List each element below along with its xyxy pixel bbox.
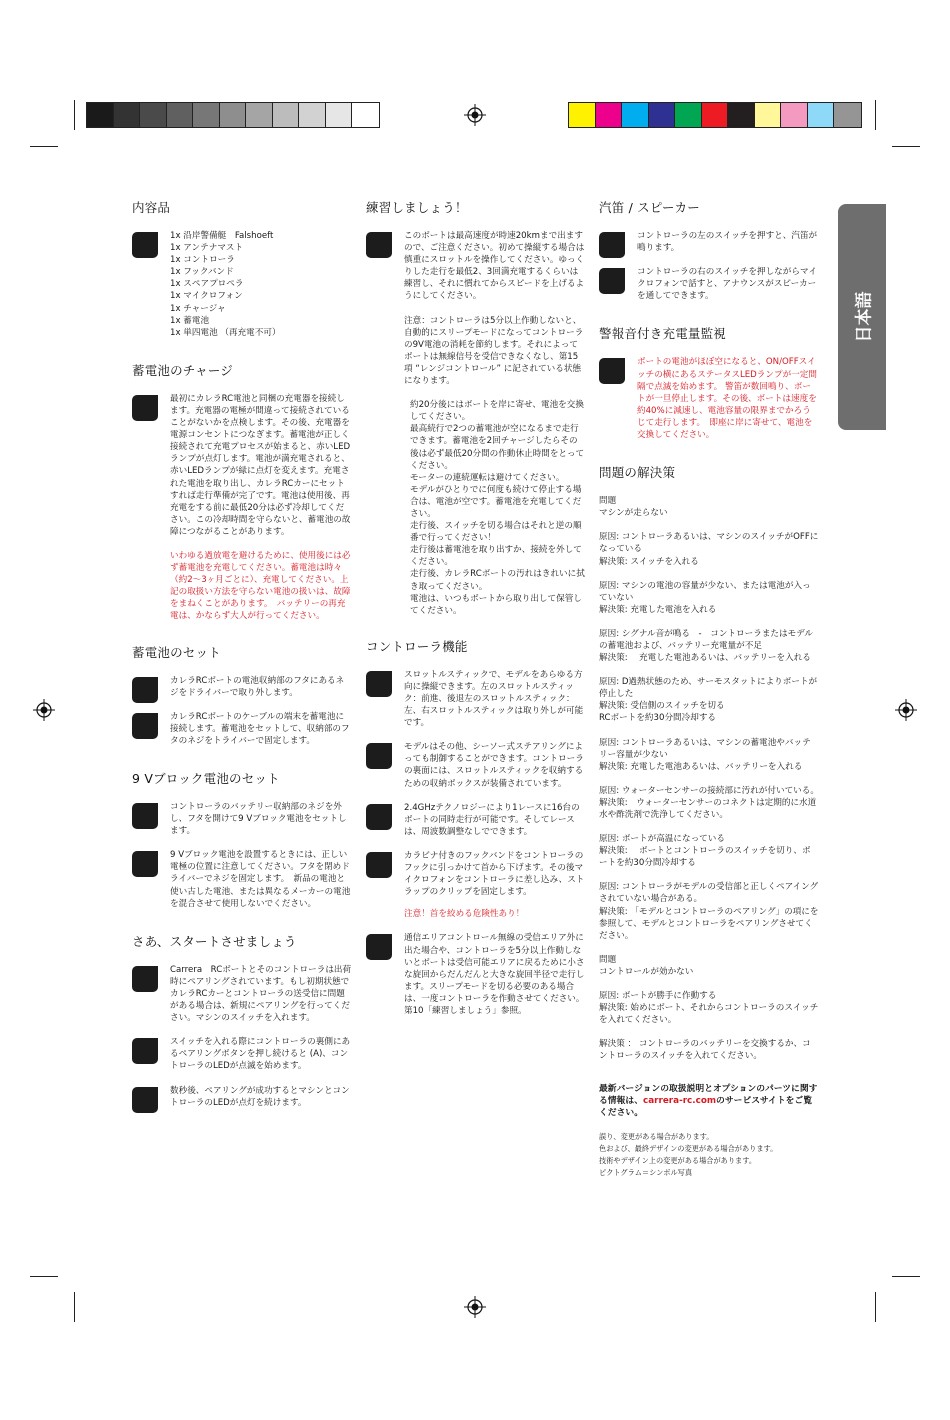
- website-link[interactable]: carrera-rc.com: [643, 1095, 717, 1106]
- registration-mark-icon: [33, 699, 55, 721]
- disclaimer-line: 誤り、変更がある場合があります。: [599, 1131, 714, 1141]
- trouble-line: 解決策: スイッチを入れる: [599, 556, 699, 567]
- crop-mark: [30, 146, 58, 147]
- trouble-line: 原因: ボートが勝手に作動する: [599, 991, 717, 1002]
- controller-step: [366, 741, 586, 789]
- practice-heading: 練習しましょう！: [366, 200, 468, 215]
- step-text: カレラRCボートの電池収納部のフタにあるネジをドライバーで取り外します。: [170, 675, 345, 698]
- step-text: モデルはその他、シーソー式ステアリングによっても制御することができます。コントローラの裏面には、スロットルスティックを収納するための収納ボックスが装備されています。: [404, 742, 584, 789]
- trouble-block: [599, 785, 819, 821]
- step-marker-icon: [132, 1038, 158, 1064]
- step-marker-icon: [366, 671, 392, 697]
- color-swatch: [87, 103, 114, 127]
- trouble-line: 原因: コントローラがモデルの受信部と正しくペアイングされていない場合がある。: [599, 882, 819, 905]
- contents-line: 1x スペアプロペラ: [170, 279, 244, 290]
- trouble-block: [599, 580, 819, 616]
- grayscale-color-bar: [86, 102, 380, 128]
- step-marker-icon: [599, 268, 625, 294]
- practice-intro: [366, 230, 586, 617]
- crop-mark: [74, 1292, 75, 1322]
- step-marker-icon: [599, 232, 625, 258]
- crop-mark: [892, 146, 920, 147]
- trouble-line: 解決策: 充電した電池を入れる: [599, 604, 717, 615]
- step-text: 通信エリアコントロール無線の受信エリア外に出た場合や、コントローラを5分以上作動しないとボートは受信可能エリアに戻るために小さな旋回からだんだんと大きな旋回半径で走行します。スリープモードを切る必要のある場合は、一度コントローラを作動させてください。 第10「練習しましょう」参照。: [404, 933, 585, 1016]
- disclaimer-line: 技術やデザイン上の変更がある場合があります。: [599, 1155, 757, 1165]
- registration-mark-icon: [464, 1296, 486, 1318]
- trouble-block: [599, 676, 819, 724]
- charge-text: 最初にカレラRC電池と同梱の充電器を接続します。充電器の電極が間違って接続されていることがないかを点検します。その後、充電器を電源コンセントにつなぎます。蓄電池が正しく接続されて充電プロセスが始まると、赤いLEDランプが点灯します。電池が満充電されると、赤いLEDランプが緑に点灯を変えます。充電された電池を取り出し、カレラRCカーにセットすれば走行準備が完了です。電池は使用後、再充電をする前に最低20分は必ず冷却してください。この冷却時間を守らないと、蓄電池の故障につながることがあります。: [170, 393, 351, 537]
- practice-tip: 電池は、いつもボートから取り出して保管してください。: [410, 593, 582, 616]
- step-text: スイッチを入れる際にコントローラの裏側にあるペアリングボタンを押し続けると (A)、コントローラのLEDが点滅を始めます。: [170, 1037, 351, 1072]
- disclaimer-line: ピクトグラム＝シンボル写真: [599, 1167, 693, 1177]
- horn-step: [599, 230, 819, 254]
- trouble-block: [599, 990, 819, 1026]
- color-swatch: [167, 103, 194, 127]
- start-step: [132, 964, 352, 1024]
- step-marker-icon: [132, 232, 158, 258]
- step-marker-icon: [132, 677, 158, 703]
- trouble-block: [599, 881, 819, 941]
- charge-heading: 蓄電池のチャージ: [132, 362, 233, 378]
- contents-line: 1x コントローラ: [170, 255, 235, 266]
- color-swatch: [649, 103, 676, 127]
- trouble-heading: 問題の解決策: [599, 465, 676, 481]
- column-3: [599, 198, 819, 1179]
- horn-step: [599, 266, 819, 302]
- trouble-line: 原因: コントローラあるいは、マシンのスイッチがOFFになっている: [599, 532, 819, 555]
- trouble-line: 解決策: ウォーターセンサーのコネクトは定期的に水道水や酢洗剤で洗浄してください。: [599, 797, 817, 820]
- step-marker-icon: [132, 803, 158, 829]
- color-swatch: [781, 103, 808, 127]
- registration-mark-icon: [464, 104, 486, 126]
- step-text: カレラRCボートのケーブルの端末を蓄電池に接続します。蓄電池をセットして、収納部のフタのネジをトライバーで固定します。: [170, 711, 350, 746]
- practice-tip: 走行後は蓄電池を取り出すか、接続を外してください。: [410, 545, 582, 568]
- color-swatch: [702, 103, 729, 127]
- alarm-text: ボートの電池がほぼ空になると、ON/OFFスイッチの横にあるステータスLEDランプが一定間隔で点滅を始めます。 警笛が数回鳴り、ボートが一旦停止します。その後、ボートは速度を約40%に減速し、電池容量の限界までかろうじて走行します。 即座に岸に寄せて、電池を交換してください。: [637, 357, 817, 441]
- contents-line: 1x フックバンド: [170, 267, 234, 278]
- contents-line: 1x アンテナマスト: [170, 243, 244, 254]
- registration-mark-icon: [895, 699, 917, 721]
- step-text: 数秒後、ペアリングが成功するとマシンとコントローラのLEDが点灯を続けます。: [170, 1085, 350, 1108]
- step-marker-icon: [132, 966, 158, 992]
- color-swatch: [569, 103, 596, 127]
- trouble-line: 解決策: 始めにボート、それからコントローラのスイッチを入れてください。: [599, 1003, 819, 1026]
- sleep-mode-note: 注意：コントローラは5分以上作動しないと、自動的にスリープモードになってコントローラの9V電池の消耗を節約します。それによってボートは無線信号を受信できなくなし、第15項 “レンジコントロール” に記されている状態になります。: [404, 315, 584, 387]
- nine-volt-step: [132, 849, 352, 909]
- color-swatch: [808, 103, 835, 127]
- trouble-line: 解決策: 「モデルとコントローラのペアリング」の項にを参照して、モデルとコントローラをペアリングさせてください。: [599, 906, 819, 941]
- controller-step: [366, 850, 586, 920]
- step-marker-icon: [366, 743, 392, 769]
- crop-mark: [30, 1276, 58, 1277]
- practice-tip: 走行後、スイッチを切る場合はそれと逆の順番で行ってください！: [410, 521, 582, 544]
- step-text: 2.4GHzテクノロジーにより1レースに16台のボートの同時走行が可能です。そしてレースは、周波数調整なしでできます。: [404, 802, 580, 837]
- step-text: コントローラの右のスイッチを押しながらマイクロフォンで話すと、アナウンスがスピーカーを通してできます。: [637, 267, 817, 302]
- alarm-info: [599, 356, 819, 441]
- disclaimer-line: 色および、最終デザインの変更がある場合があります。: [599, 1143, 778, 1153]
- step-marker-icon: [132, 713, 158, 739]
- practice-tips: [404, 399, 586, 617]
- color-swatch: [326, 103, 353, 127]
- info-text-after: のサービスサイトをご覧ください。: [599, 1095, 813, 1118]
- color-swatch: [193, 103, 220, 127]
- info-text: [599, 1083, 819, 1119]
- crop-mark: [875, 1292, 876, 1322]
- practice-tip: 最高続行で2つの蓄電池が空になるまで走行できます。蓄電池を2回チャージしたらその後は必ず最低20分間の作動休止時間をとってください。: [410, 424, 585, 471]
- trouble-line: 原因: マシンの電池の容量が少ない、または電池が入っていない: [599, 580, 811, 603]
- contents-line: 1x マイクロフォン: [170, 291, 243, 302]
- start-heading: さあ、スタートさせましょう: [132, 933, 297, 949]
- trouble-line: 問題: [599, 496, 617, 507]
- crop-mark: [74, 100, 75, 130]
- disclaimer: [599, 1131, 819, 1179]
- trouble-block: [599, 531, 819, 567]
- color-swatch: [114, 103, 141, 127]
- step-marker-icon: [366, 934, 392, 960]
- step-text: コントローラの左のスイッチを押すと、汽笛が鳴ります。: [637, 231, 818, 254]
- step-text: 9 Vブロック電池を設置するときには、正しい電極の位置に注意してください。フタを閉めドライバーでネジを固定します。 新品の電池と使い古した電池、または異なるメーカーの電池を混合させて使用しないでください。: [170, 850, 351, 909]
- step-text: コントローラのバッテリー収納部のネジを外し、フタを開けて9 Vブロック電池をセットします。: [170, 802, 347, 837]
- step-text: Carrera RCボートとそのコントローラは出荷時にペアリングされています。もし初期状態でカレラRCカーとコントローラの送受信に問題がある場合は、新規にペアリングを行ってください。マシンのスイッチを入れます。: [170, 964, 352, 1024]
- trouble-line: 解決策: ボートとコントローラのスイッチを切り、ボートを約30分間冷却する: [599, 846, 811, 869]
- color-swatch: [273, 103, 300, 127]
- step-marker-icon: [366, 804, 392, 830]
- step-marker-icon: [132, 395, 158, 421]
- trouble-block: [599, 737, 819, 773]
- trouble-line: 原因: シグナル音が鳴る - コントローラまたはモデルの蓄電池および、バッテリー充電量が不足: [599, 628, 813, 651]
- trouble-line: 解決策: 充電した電池あるいは、バッテリーを入れる: [599, 761, 803, 772]
- process-color-bar: [568, 102, 862, 128]
- step-marker-icon: [366, 232, 392, 258]
- strangulation-warning: 注意！首を絞める危険性あり！: [404, 909, 525, 920]
- trouble-block: [599, 1038, 819, 1062]
- battery-set-step: [132, 711, 352, 747]
- charge-instructions: [132, 393, 352, 623]
- info-text-before: 最新バージョンの取扱説明とオプションのパーツに関する情報は、: [599, 1083, 818, 1106]
- crop-mark: [892, 1276, 920, 1277]
- start-step: [132, 1085, 352, 1109]
- start-step: [132, 1036, 352, 1072]
- controller-step: [366, 669, 586, 729]
- color-swatch: [596, 103, 623, 127]
- column-1: [132, 198, 352, 1121]
- practice-tip: モデルがひとりでに何度も続けて停止する場合は、電池が空です。蓄電池を充電してください。: [410, 484, 582, 519]
- color-swatch: [622, 103, 649, 127]
- trouble-block: [599, 954, 819, 978]
- trouble-line: 原因: コントローラあるいは、マシンの蓄電池やバッテリー容量が少ない: [599, 737, 811, 760]
- color-swatch: [755, 103, 782, 127]
- battery-set-heading: 蓄電池のセット: [132, 644, 221, 660]
- horn-heading: 汽笛 / スピーカー: [599, 200, 700, 215]
- range-control-step: [366, 932, 586, 1017]
- practice-tip: 走行後、カレラRCボートの汚れはきれいに拭き取ってください。: [410, 569, 585, 592]
- trouble-line: 原因: ボートが高温になっている: [599, 834, 725, 845]
- trouble-block: [599, 495, 819, 519]
- trouble-line: コントロールが効かない: [599, 966, 694, 977]
- charge-warning: いわゆる過放電を避けるために、使用後には必ず蓄電池を充電してください。蓄電池は時々（約2～3ヶ月ごとに）、充電してください。上記の取扱い方法を守らない電池の扱いは、故障をまねくことがあります。 バッテリーの再充電は、かならず大人が行ってください。: [170, 550, 351, 622]
- trouble-block: [599, 833, 819, 869]
- trouble-line: 原因: D過熱状態のため、サーモスタットによりボートが停止した: [599, 677, 818, 700]
- nine-volt-step: [132, 801, 352, 837]
- color-swatch: [834, 103, 861, 127]
- trouble-line: 解決策 ： コントローラのバッテリーを交換するか、コントローラのスイッチを入れてください。: [599, 1039, 811, 1062]
- step-marker-icon: [599, 358, 625, 384]
- color-swatch: [140, 103, 167, 127]
- trouble-line: 原因: ウォーターセンサーの接続部に汚れが付いている。: [599, 785, 819, 796]
- color-swatch: [246, 103, 273, 127]
- step-text: このボートは最高速度が時速20kmまで出ますので、ご注意ください。初めて操縦する場合は慎重にスロットルを操作してください。ゆっくりした走行を最低2、3回満充電するくらいは練習し、それに慣れてからスピードを上げるようにしてください。: [404, 231, 585, 302]
- battery-set-step: [132, 675, 352, 699]
- trouble-line: マシンが走らない: [599, 508, 668, 519]
- trouble-line: 解決策: 受信側のスイッチを切る: [599, 701, 725, 712]
- column-2: [366, 198, 586, 1029]
- step-marker-icon: [132, 851, 158, 877]
- color-swatch: [352, 103, 379, 127]
- step-text: カラビナ付きのフックバンドをコントローラのフックに引っかけて首から下げます。その後マイクロフォンをコントローラに差し込み、ストラップのクリップを固定します。: [404, 850, 585, 898]
- controller-heading: コントローラ機能: [366, 638, 468, 654]
- color-swatch: [220, 103, 247, 127]
- contents-line: 1x 単四電池 （再充電不可）: [170, 327, 281, 338]
- color-swatch: [728, 103, 755, 127]
- alarm-heading: 警報音付き充電量監視: [599, 326, 727, 342]
- practice-tip: モーターの連続運転は避けてください。: [410, 472, 565, 483]
- controller-step: [366, 802, 586, 838]
- trouble-line: 解決策: 充電した電池あるいは、バッテリーを入れる: [599, 653, 811, 664]
- contents-heading: 内容品: [132, 200, 171, 215]
- contents-line: 1x チャージャ: [170, 303, 226, 314]
- color-swatch: [299, 103, 326, 127]
- contents-list: [132, 230, 352, 339]
- contents-line: 1x 蓄電池: [170, 315, 210, 326]
- step-marker-icon: [132, 1087, 158, 1113]
- step-marker-icon: [366, 852, 392, 878]
- color-swatch: [675, 103, 702, 127]
- nine-volt-heading: 9 Vブロック電池のセット: [132, 771, 280, 786]
- trouble-block: [599, 628, 819, 664]
- trouble-line: RCボートを約30分間冷却する: [599, 713, 717, 724]
- language-tab-label: 日本語: [854, 291, 875, 343]
- troubleshooting-list: [599, 495, 819, 1062]
- language-tab: [838, 204, 886, 430]
- practice-tip: 約20分後にはボートを岸に寄せ、電池を交換してください。: [410, 400, 584, 423]
- crop-mark: [875, 100, 876, 130]
- step-text: スロットルスティックで、モデルをあらゆる方向に操縦できます。左のスロットルスティック：前進、後退左のスロットルスティック：左、右スロットルスティックは取り外しが可能です。: [404, 669, 584, 729]
- contents-line: 1x 沿岸警備艇 Falshoeft: [170, 231, 274, 241]
- trouble-line: 問題: [599, 954, 617, 965]
